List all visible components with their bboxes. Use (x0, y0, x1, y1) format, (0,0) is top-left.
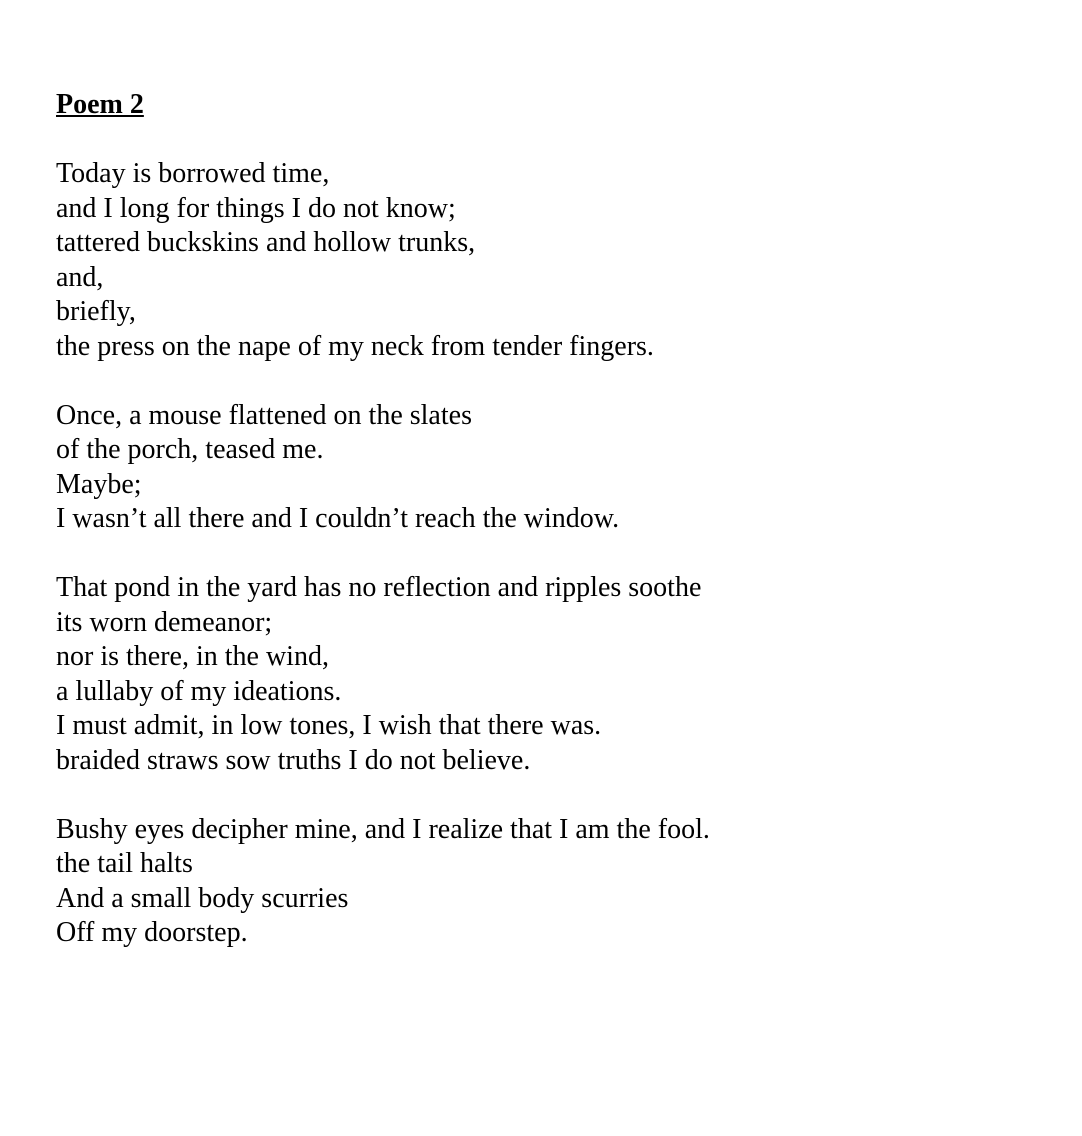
poem-line: the press on the nape of my neck from tender fingers. (56, 330, 654, 362)
poem-line: the tail halts (56, 848, 193, 879)
poem-line: tattered buckskins and hollow trunks, (56, 227, 476, 258)
poem-line: Today is borrowed time, (56, 158, 330, 189)
poem-line: Maybe; (56, 468, 142, 500)
poem-line: and, (56, 261, 104, 293)
poem-line: Off my doorstep. (56, 917, 248, 948)
poem-line: braided straws sow truths I do not believe. (56, 744, 531, 776)
stanza-4 (56, 813, 1046, 951)
stanza-3 (56, 571, 1046, 778)
poem-line: That pond in the yard has no reflection and ripples soothe (56, 572, 702, 603)
poem-line: nor is there, in the wind, (56, 641, 329, 672)
poem-line: I must admit, in low tones, I wish that there was. (56, 710, 602, 741)
stanza-1 (56, 157, 1046, 364)
poem-title: Poem 2 (56, 89, 144, 120)
poem-line: Once, a mouse flattened on the slates (56, 399, 472, 431)
poem-line: Bushy eyes decipher mine, and I realize that I am the fool. (56, 813, 710, 845)
poem-line: And a small body scurries (56, 882, 349, 914)
stanza-2 (56, 399, 1046, 537)
poem-line: I wasn’t all there and I couldn’t reach the window. (56, 503, 620, 534)
poem-line: its worn demeanor; (56, 606, 273, 638)
document-page (56, 88, 1046, 985)
poem-line: a lullaby of my ideations. (56, 675, 342, 707)
poem-line: briefly, (56, 296, 136, 327)
poem-line: of the porch, teased me. (56, 434, 324, 465)
poem-line: and I long for things I do not know; (56, 192, 456, 224)
